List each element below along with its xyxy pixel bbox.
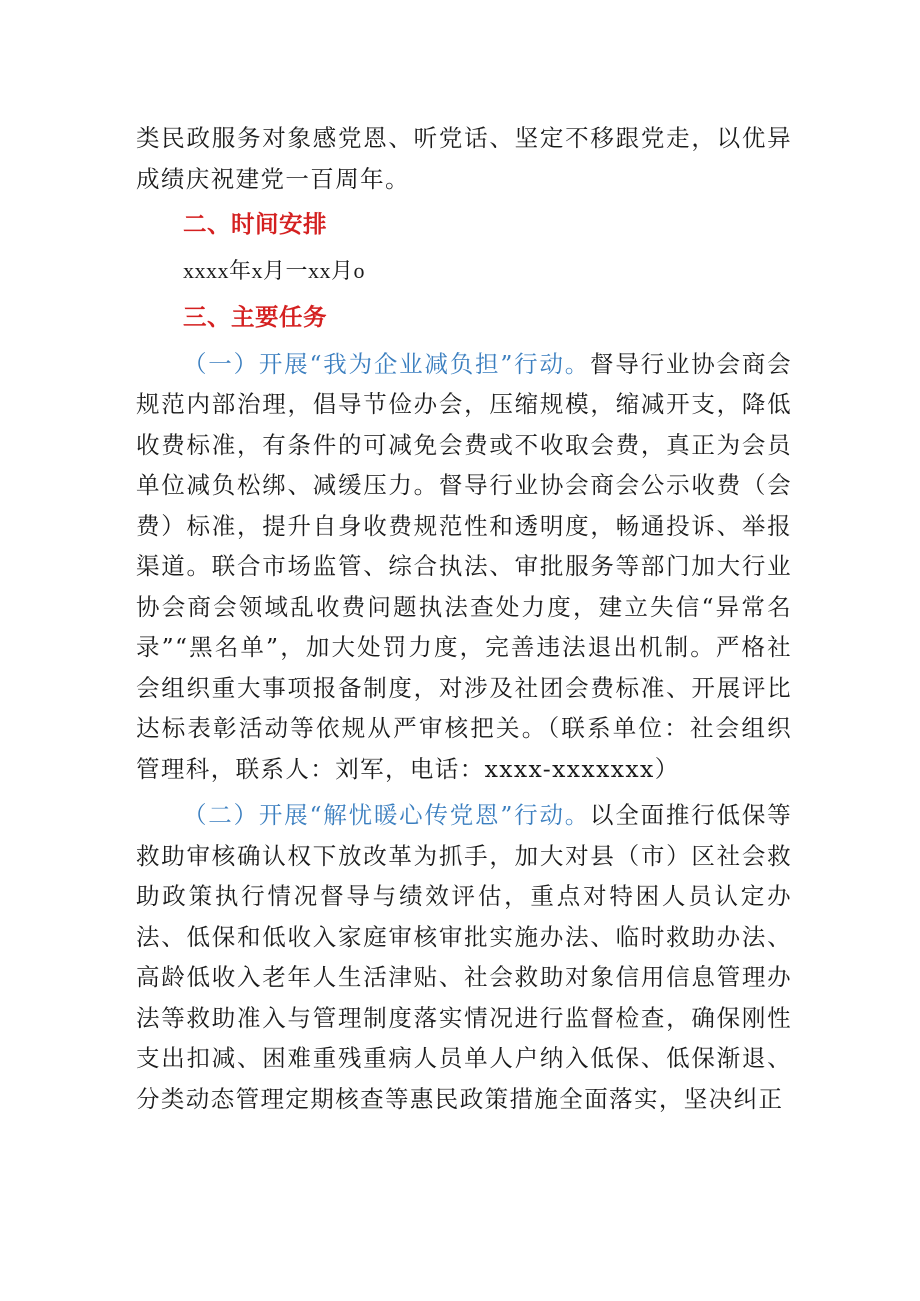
intro-paragraph: 类民政服务对象感党恩、听党话、坚定不移跟党走，以优异成绩庆祝建党一百周年。 [136, 124, 792, 193]
task-item-1 [136, 344, 792, 790]
task-item-1-title: （一）开展“我为企业减负担”行动。 [183, 349, 591, 378]
task-item-1-body: 督导行业协会商会规范内部治理，倡导节俭办会，压缩规模，缩减开支，降低收费标准，有条件的可减免会费或不收取会费，真正为会员单位减负松绑、减缓压力。督导行业协会商会公示收费（会费）标准，提升自身收费规范性和透明度，畅通投诉、举报渠道。联合市场监管、综合执法、审批服务等部门加大行业协会商会领域乱收费问题执法查处力度，建立失信“异常名录”“黑名单”，加大处罚力度，完善违法退出机制。严格社会组织重大事项报备制度，对涉及社团会费标准、开展评比达标表彰活动等依规从严审核把关。（联系单位：社会组织管理科，联系人：刘军，电话：xxxx-xxxxxxx） [136, 349, 793, 783]
section-heading-main-tasks: 三、主要任务 [183, 302, 327, 331]
task-item-2 [136, 795, 792, 1119]
schedule-date-range: xxxx年x月一xx月o [183, 258, 366, 283]
task-item-2-title: （二）开展“解忧暖心传党恩”行动。 [183, 801, 591, 829]
section-heading-schedule: 二、时间安排 [183, 210, 327, 238]
task-item-2-body: 以全面推行低保等救助审核确认权下放改革为抓手，加大对县（市）区社会救助政策执行情况督导与绩效评估，重点对特困人员认定办法、低保和低收入家庭审核审批实施办法、临时救助办法、高龄低收入老年人生活津贴、社会救助对象信用信息管理办法等救助准入与管理制度落实情况进行监督检查，确保刚性支出扣减、困难重残重病人员单人户纳入低保、低保渐退、分类动态管理定期核查等惠民政策措施全面落实，坚决纠正 [136, 801, 793, 1113]
document-page [136, 118, 792, 1119]
